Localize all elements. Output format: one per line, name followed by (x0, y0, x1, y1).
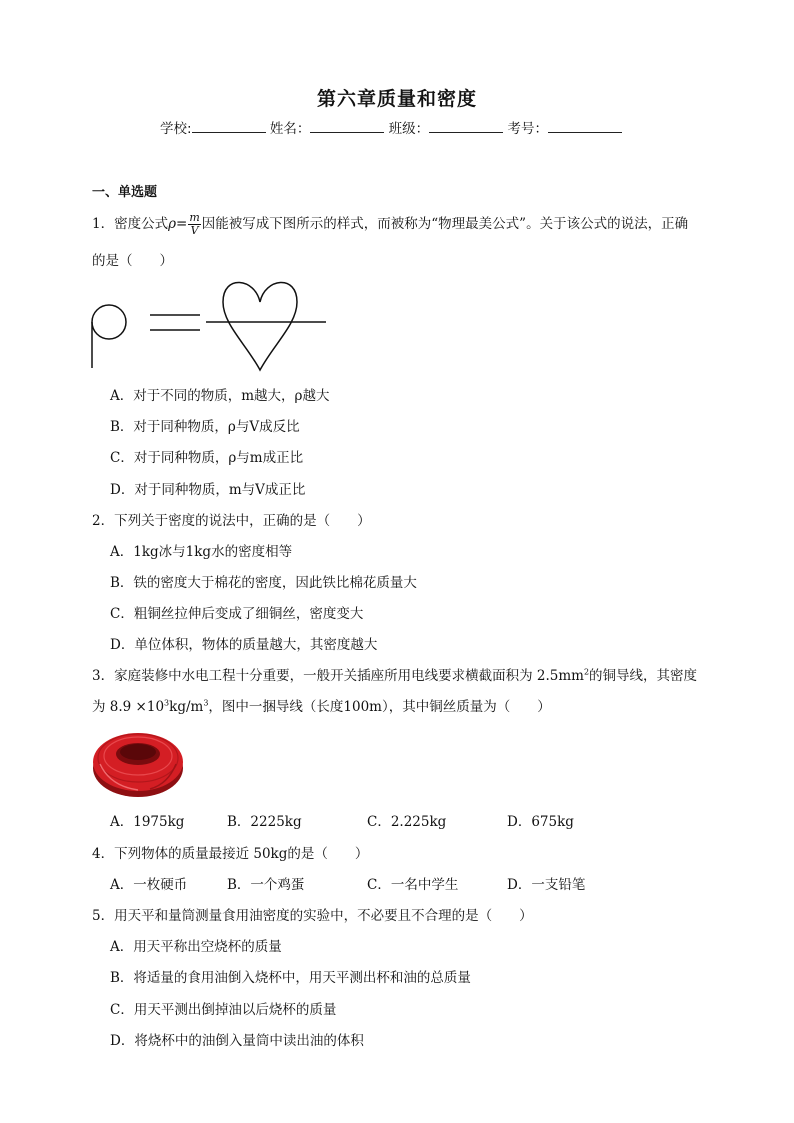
question-2-text: 2．下列关于密度的说法中，正确的是（ ） (92, 513, 371, 529)
question-4-option-d[interactable]: D．一支铅笔 (507, 877, 586, 893)
question-1-option-c[interactable]: C．对于同种物质，ρ与m成正比 (110, 450, 304, 466)
school-label: 学校: (160, 121, 192, 137)
question-4-text: 4．下列物体的质量最接近 50kg的是（ ） (92, 846, 369, 862)
question-3-option-c[interactable]: C．2.225kg (367, 814, 447, 830)
question-5-option-b[interactable]: B．将适量的食用油倒入烧杯中，用天平测出杯和油的总质量 (110, 970, 471, 986)
question-3-option-b[interactable]: B．2225kg (227, 814, 302, 830)
question-3-option-a[interactable]: A．1975kg (110, 814, 185, 830)
page-title: 第六章质量和密度 (316, 88, 477, 110)
number-label: 考号： (507, 121, 548, 137)
question-1-option-d[interactable]: D．对于同种物质，m与V成正比 (110, 482, 306, 498)
question-3-line-2: 为 $8.9 \times 10^3kg/m^3$，图中一捆导线（长度100m），其中铜丝质量为（ ） (92, 698, 551, 715)
question-4-options (110, 873, 585, 893)
question-5-option-d[interactable]: D．将烧杯中的油倒入量筒中读出油的体积 (110, 1033, 364, 1049)
question-1-option-a[interactable]: A．对于不同的物质，m越大，ρ越大 (110, 388, 330, 404)
wire-coil-image (90, 724, 186, 800)
question-4-option-c[interactable]: C．一名中学生 (367, 877, 459, 893)
question-2-option-a[interactable]: A．1kg冰与1kg水的密度相等 (110, 544, 293, 560)
rho-circle (92, 305, 126, 339)
question-2-option-c[interactable]: C．粗铜丝拉伸后变成了细铜丝，密度变大 (110, 606, 364, 622)
number-blank[interactable] (548, 120, 622, 133)
question-4-option-b[interactable]: B．一个鸡蛋 (227, 877, 305, 893)
question-1-line-1: 1．密度公式ρ= $\frac{m}{V}$ 因能被写成下图所示的样式，而被称为“物理最美公式”。关于该公式的说法，正确 (92, 211, 689, 237)
question-3-option-d[interactable]: D．675kg (507, 814, 574, 830)
question-2-option-b[interactable]: B．铁的密度大于棉花的密度，因此铁比棉花质量大 (110, 575, 417, 591)
density-formula-fraction: $\frac{m}{V}$ (189, 211, 200, 237)
question-1-option-b[interactable]: B．对于同种物质，ρ与V成反比 (110, 419, 300, 435)
question-2-option-d[interactable]: D．单位体积，物体的质量越大，其密度越大 (110, 637, 378, 653)
question-3-line-1: 3．家庭装修中水电工程十分重要，一般开关插座所用电线要求横截面积为 $2.5mm^2$的铜导线，其密度 (92, 667, 698, 684)
name-blank[interactable] (310, 120, 384, 133)
question-5-option-a[interactable]: A．用天平称出空烧杯的质量 (110, 939, 282, 955)
question-3-options (110, 810, 574, 830)
question-5-text: 5．用天平和量筒测量食用油密度的实验中，不必要且不合理的是（ ） (92, 908, 533, 924)
class-label: 班级： (388, 121, 430, 137)
student-info-row (160, 117, 622, 137)
question-4-option-a[interactable]: A．一枚硬币 (110, 877, 188, 893)
school-blank[interactable] (192, 120, 266, 133)
name-label: 姓名： (269, 121, 311, 137)
section-heading: 一、单选题 (92, 185, 158, 200)
class-blank[interactable] (429, 120, 503, 133)
rho-heart-formula-figure (90, 272, 330, 372)
question-5-option-c[interactable]: C．用天平测出倒掉油以后烧杯的质量 (110, 1002, 337, 1018)
heart-shape (223, 282, 297, 370)
question-1-line-2: 的是（ ） (92, 253, 173, 269)
